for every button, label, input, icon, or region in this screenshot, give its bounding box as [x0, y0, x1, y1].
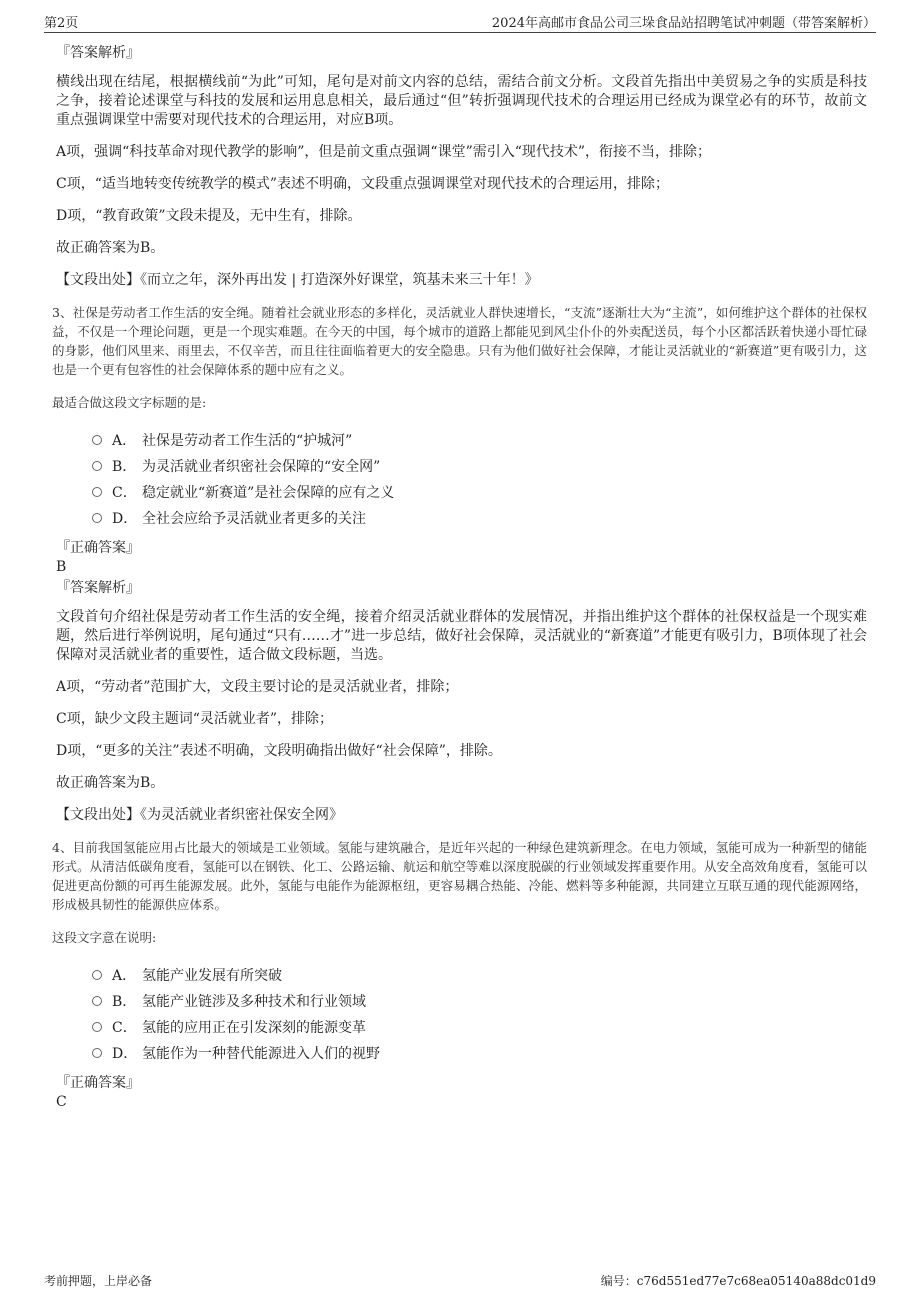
source-note: 【文段出处】《为灵活就业者织密社保安全网》 [56, 807, 343, 823]
answer-letter: C [56, 1094, 67, 1110]
analysis-option-d: D项，“教育政策”文段未提及，无中生有，排除。 [56, 208, 362, 224]
option-b[interactable]: B． 为灵活就业者织密社会保障的“安全网” [92, 453, 867, 479]
question-3-prompt: 最适合做这段文字标题的是: [52, 395, 207, 410]
analysis-option-d: D项，“更多的关注”表述不明确，文段明确指出做好“社会保障”，排除。 [56, 743, 502, 759]
radio-icon[interactable] [92, 1022, 102, 1032]
page-header [44, 10, 876, 33]
document-title: 2024年高邮市食品公司三垛食品站招聘笔试冲刺题（带答案解析） [491, 16, 876, 31]
option-a[interactable]: A． 社保是劳动者工作生活的“护城河” [92, 427, 867, 453]
option-d[interactable]: D． 氢能作为一种替代能源进入人们的视野 [92, 1040, 867, 1066]
analysis-paragraph: 文段首句介绍社保是劳动者工作生活的安全绳，接着介绍灵活就业群体的发展情况，并指出维护这个群体的社保权益是一个现实难题，然后进行举例说明，尾句通过“只有……才”进一步总结，做好社会保障，灵活就业的“新赛道”才能更有吸引力，B项体现了社会保障对灵活就业者的重要性，适合做文段标题，当选。 [56, 609, 867, 663]
answer-letter: B [56, 559, 67, 575]
question-4-prompt: 这段文字意在说明: [52, 930, 157, 945]
analysis-option-c: C项，缺少文段主题词“灵活就业者”，排除； [56, 711, 334, 727]
analysis-conclusion: 故正确答案为B。 [56, 240, 165, 256]
answer-label: 『正确答案』 [56, 1075, 140, 1091]
option-c[interactable]: C． 稳定就业“新赛道”是社会保障的应有之义 [92, 479, 867, 505]
option-b[interactable]: B． 氢能产业链涉及多种技术和行业领域 [92, 988, 867, 1014]
radio-icon[interactable] [92, 513, 102, 523]
question-4-options [92, 962, 867, 1066]
option-a[interactable]: A． 氢能产业发展有所突破 [92, 962, 867, 988]
radio-icon[interactable] [92, 461, 102, 471]
document-body [52, 40, 867, 1114]
analysis-option-c: C项，“适当地转变传统教学的模式”表述不明确，文段重点强调课堂对现代技术的合理运用，排除； [56, 176, 670, 192]
analysis-option-a: A项，“劳动者”范围扩大，文段主要讨论的是灵活就业者，排除； [56, 679, 459, 695]
analysis-label: 『答案解析』 [56, 580, 140, 596]
radio-icon[interactable] [92, 1048, 102, 1058]
question-4-text: 4、目前我国氢能应用占比最大的领域是工业领域。氢能与建筑融合，是近年兴起的一种绿色建筑新理念。在电力领域，氢能可成为一种新型的储能形式。从清洁低碳角度看，氢能可以在钢铁、化工、公路运输、航运和航空等难以深度脱碳的行业领域发挥重要作用。从安全高效角度看，氢能可以促进更高份额的可再生能源发展。此外，氢能与电能作为能源枢纽，更容易耦合热能、冷能、燃料等多种能源，共同建立互联互通的现代能源网络，形成极具韧性的能源供应体系。 [52, 840, 867, 912]
analysis-paragraph: 横线出现在结尾，根据横线前“为此”可知，尾句是对前文内容的总结，需结合前文分析。文段首先指出中美贸易之争的实质是科技之争，接着论述课堂与科技的发展和运用息息相关，最后通过“但”转折强调现代技术的合理运用已经成为课堂必有的环节，故前文重点强调课堂中需要对现代技术的合理运用，对应B项。 [56, 74, 867, 128]
radio-icon[interactable] [92, 487, 102, 497]
analysis-option-a: A项，强调“科技革命对现代教学的影响”，但是前文重点强调“课堂”需引入“现代技术”，衔接不当，排除； [56, 144, 712, 160]
radio-icon[interactable] [92, 996, 102, 1006]
document-id: 编号：c76d551ed77e7c68ea05140a88dc01d9 [600, 1274, 876, 1288]
page-number: 第2页 [44, 16, 79, 31]
question-3-options [92, 427, 867, 531]
analysis-conclusion: 故正确答案为B。 [56, 775, 165, 791]
radio-icon[interactable] [92, 435, 102, 445]
analysis-label: 『答案解析』 [56, 45, 140, 61]
option-c[interactable]: C． 氢能的应用正在引发深刻的能源变革 [92, 1014, 867, 1040]
question-3-text: 3、社保是劳动者工作生活的安全绳。随着社会就业形态的多样化，灵活就业人群快速增长，“支流”逐渐壮大为“主流”，如何维护这个群体的社保权益，不仅是一个理论问题，更是一个现实难题。在今天的中国，每个城市的道路上都能见到风尘仆仆的外卖配送员，每个小区都活跃着快递小哥忙碌的身影，他们风里来、雨里去，不仅辛苦，而且往往面临着更大的安全隐患。只有为他们做好社会保障，才能让灵活就业的“新赛道”更有吸引力，这也是一个更有包容性的社会保障体系的题中应有之义。 [52, 305, 867, 377]
radio-icon[interactable] [92, 970, 102, 980]
answer-label: 『正确答案』 [56, 540, 140, 556]
option-d[interactable]: D． 全社会应给予灵活就业者更多的关注 [92, 505, 867, 531]
footer-slogan: 考前押题，上岸必备 [44, 1274, 153, 1288]
source-note: 【文段出处】《而立之年，深外再出发 | 打造深外好课堂，筑基未来三十年！》 [56, 272, 539, 288]
